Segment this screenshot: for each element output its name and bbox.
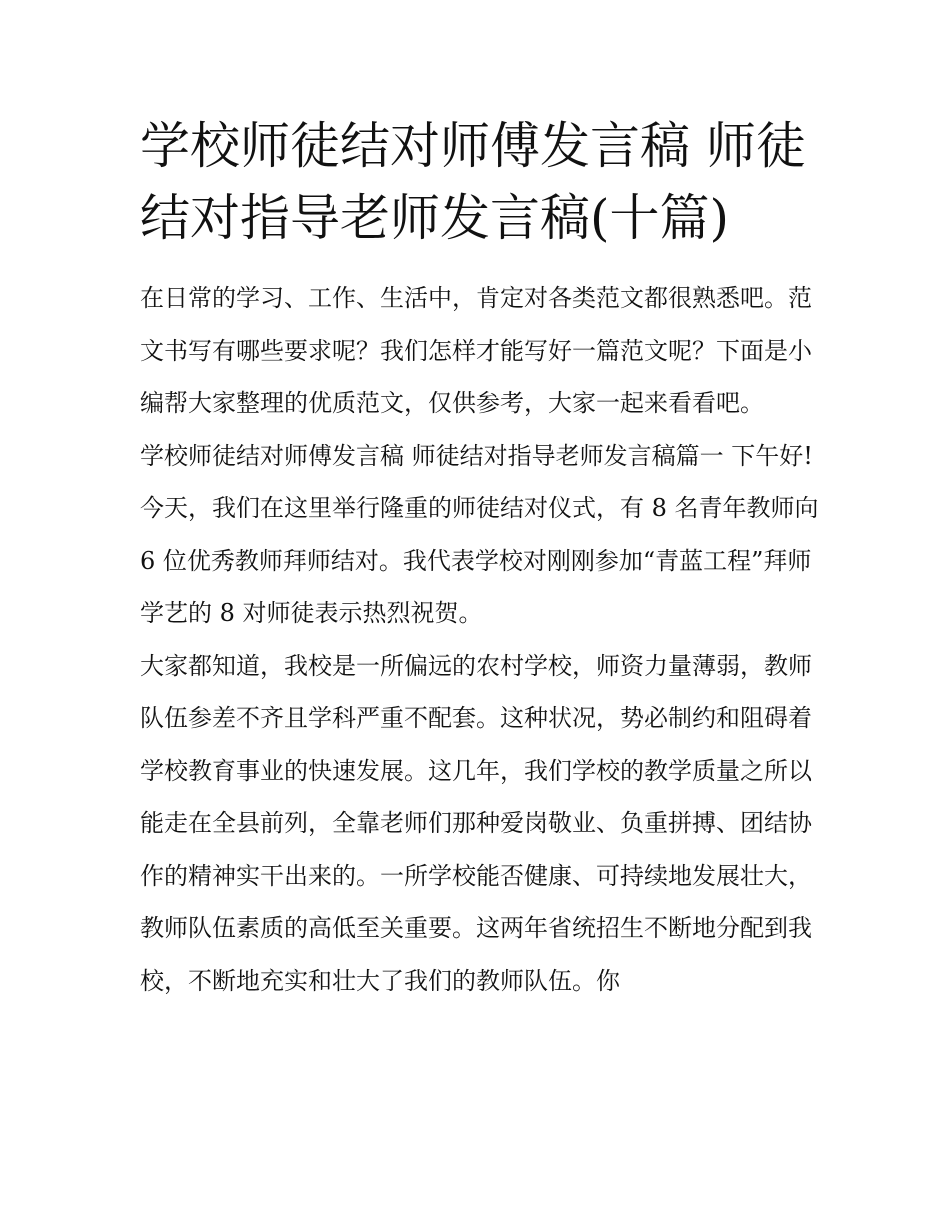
paragraph-ceremony: 今天，我们在这里举行隆重的师徒结对仪式，有 8 名青年教师向 6 位优秀教师拜师结对。我代表学校对刚刚参加“青蓝工程”拜师学艺的 8 对师徒表示热烈祝贺。	[140, 494, 819, 627]
paragraph-school-situation: 大家都知道，我校是一所偏远的农村学校，师资力量薄弱，教师队伍参差不齐且学科严重不配套。这种状况，势必制约和阻碍着学校教育事业的快速发展。这几年，我们学校的教学质量之所以能走在全县前列，全靠老师们那种爱岗敬业、负重拼搏、团结协作的精神实干出来的。一所学校能否健康、可持续地发展壮大，教师队伍素质的高低至关重要。这两年省统招生不断地分配到我校，不断地充实和壮大了我们的教师队伍。你	[140, 651, 812, 995]
paragraph-intro: 在日常的学习、工作、生活中，肯定对各类范文都很熟悉吧。范文书写有哪些要求呢？我们怎样才能写好一篇范文呢？下面是小编帮大家整理的优质范文，仅供参考，大家一起来看看吧。	[140, 284, 812, 417]
paragraph-section-heading: 学校师徒结对师傅发言稿 师徒结对指导老师发言稿篇一 下午好!	[140, 441, 813, 470]
document-page	[140, 110, 820, 1007]
document-title: 学校师徒结对师傅发言稿 师徒结对指导老师发言稿(十篇)	[140, 117, 806, 247]
